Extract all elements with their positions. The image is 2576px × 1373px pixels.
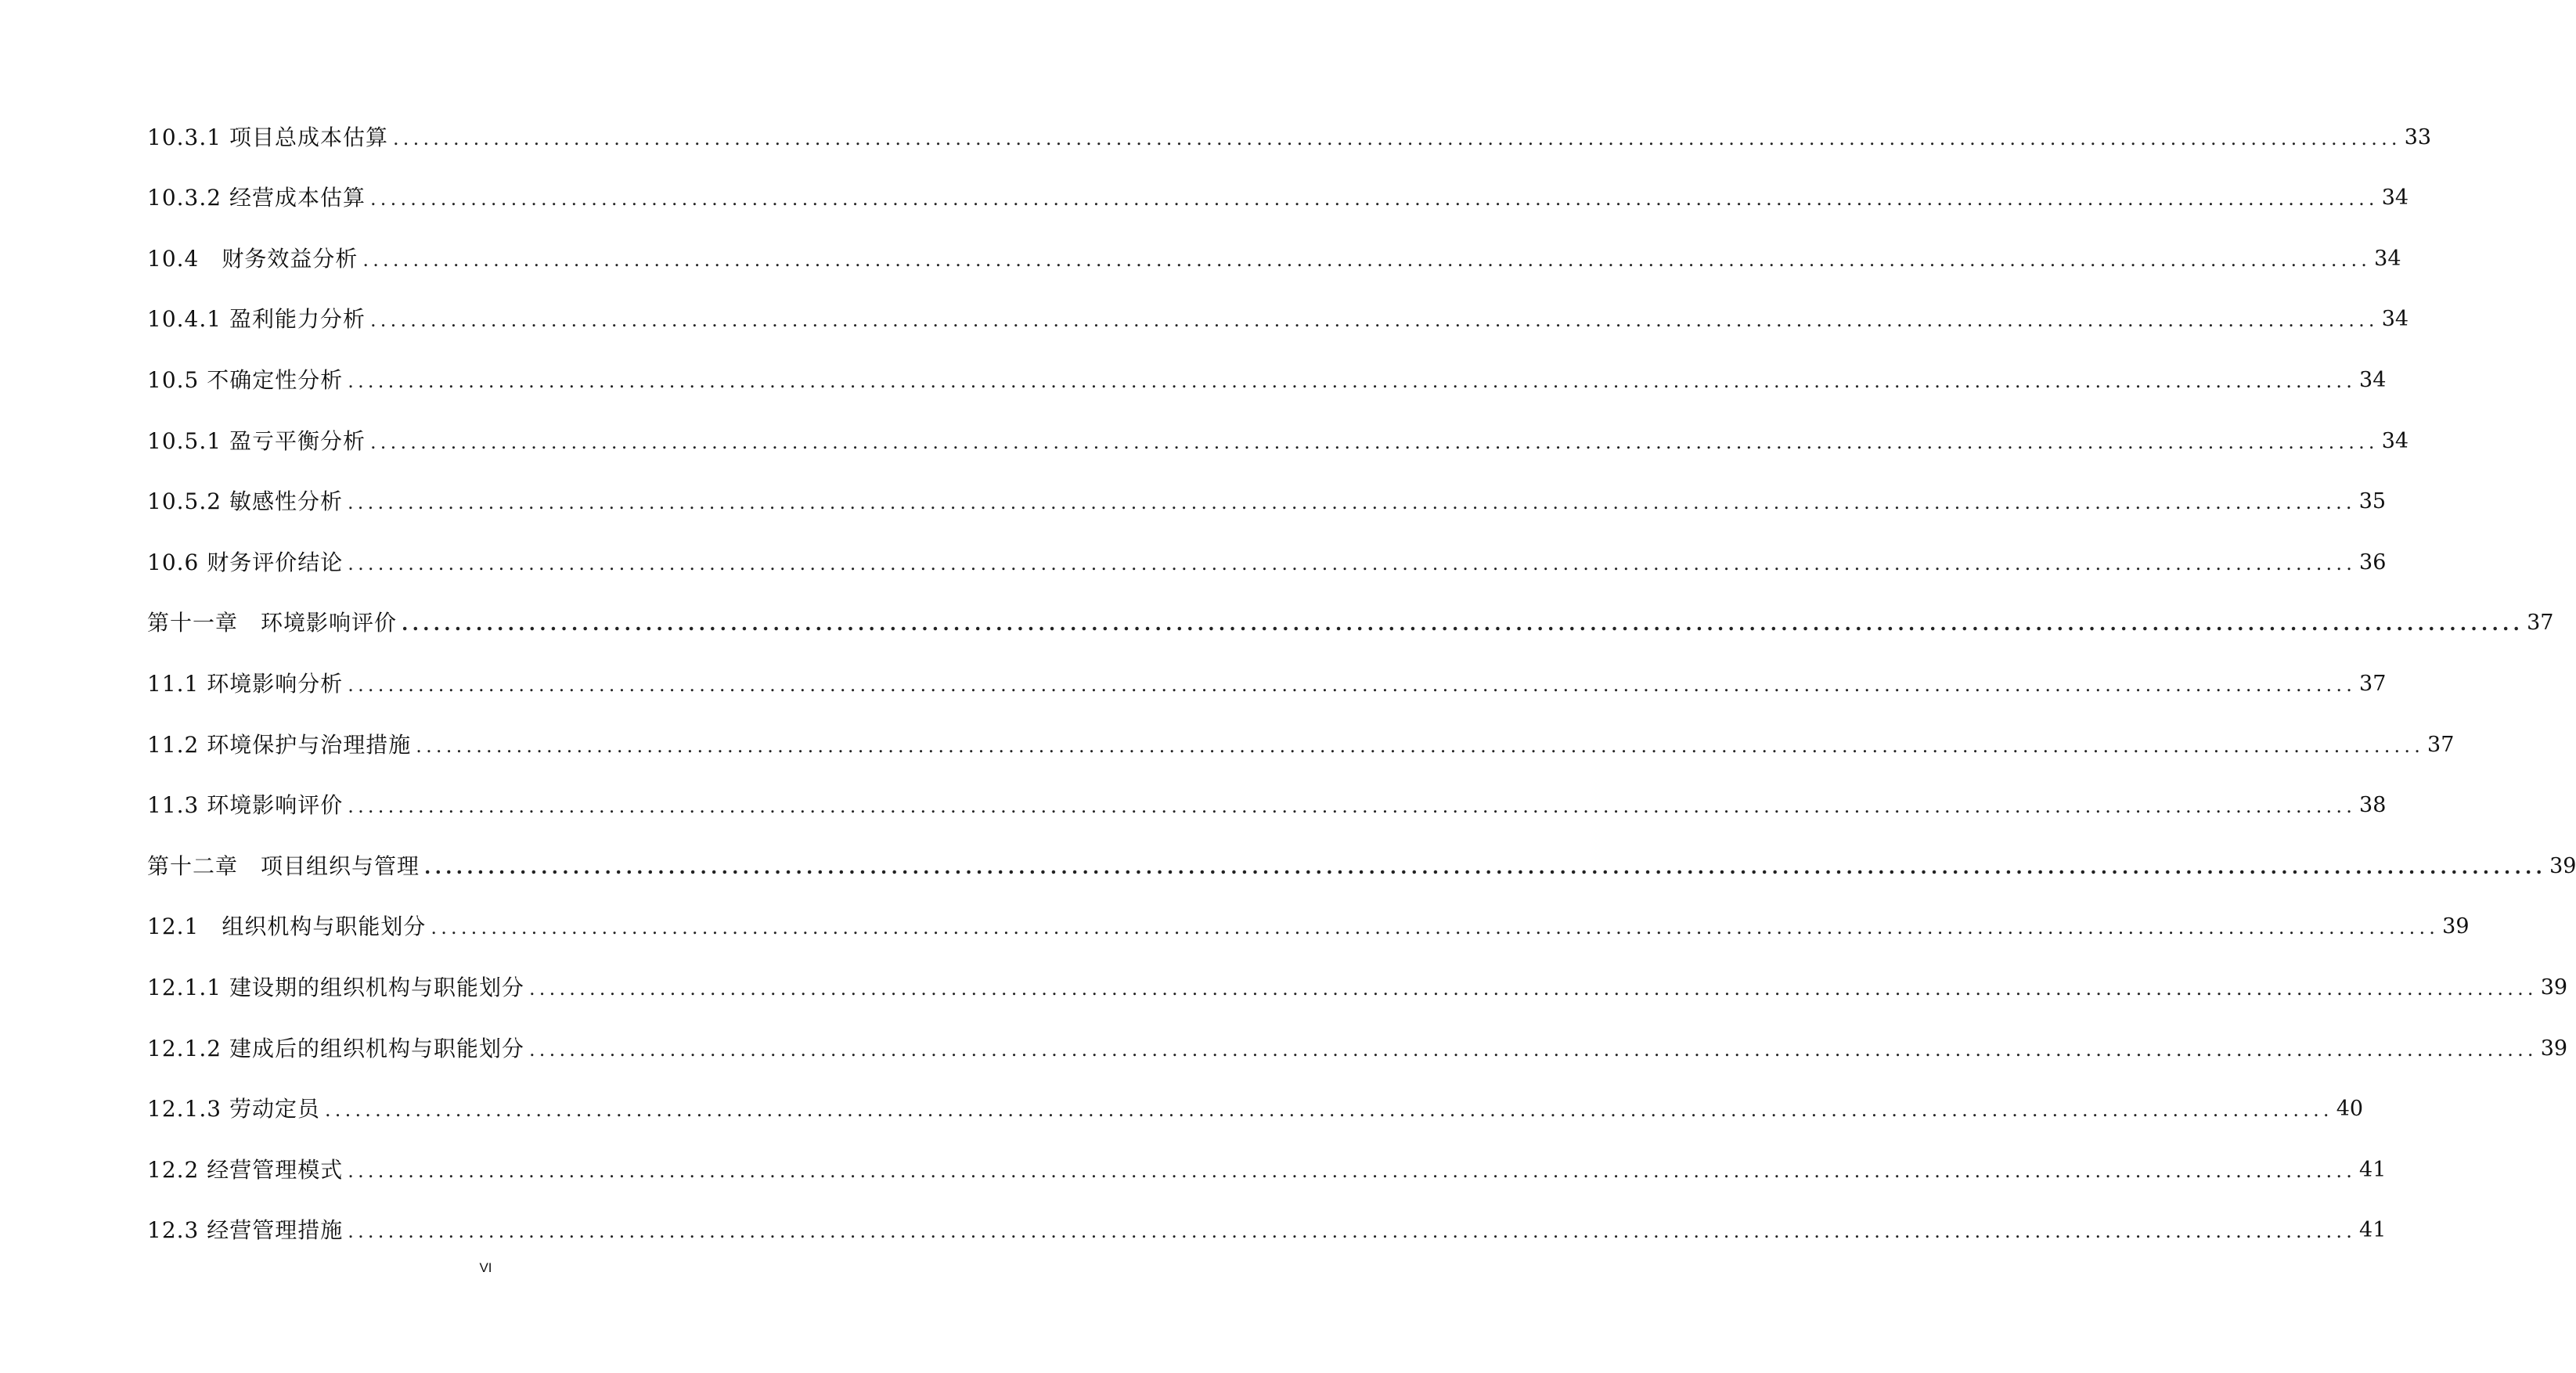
dot-leader: ........................................................................................................................................................................................................ [528, 1038, 2538, 1061]
toc-entry-title: 10.4 财务效益分析 [147, 245, 358, 272]
toc-entry-page: 34 [2359, 367, 2387, 392]
toc-entry[interactable] [147, 245, 2401, 308]
dot-leader: ........................................................................................................................................................................................................ [348, 1220, 2357, 1243]
toc-entry[interactable] [147, 124, 2432, 186]
toc-entry-title: 10.4.1 盈利能力分析 [147, 306, 366, 333]
toc-entry-title: 第十一章 环境影响评价 [147, 610, 398, 636]
toc-entry[interactable] [147, 366, 2387, 429]
toc-entry-title: 12.3 经营管理措施 [147, 1217, 344, 1244]
dot-leader: ........................................................................................................................................................................................................ [348, 369, 2357, 392]
toc-entry-title: 12.2 经营管理模式 [147, 1156, 344, 1183]
toc-entry-title: 12.1 组织机构与职能划分 [147, 914, 427, 940]
toc-chapter-entry[interactable] [147, 852, 2576, 915]
toc-entry-title: 11.2 环境保护与治理措施 [147, 731, 412, 758]
toc-entry-page: 40 [2336, 1097, 2364, 1122]
toc-entry[interactable] [147, 185, 2409, 247]
toc-entry[interactable] [147, 731, 2455, 794]
toc-entry-page: 34 [2374, 246, 2401, 271]
toc-entry-title: 第十二章 项目组织与管理 [147, 852, 420, 879]
toc-entry-page: 33 [2404, 124, 2432, 150]
toc-entry-title: 10.6 财务评价结论 [147, 549, 344, 575]
toc-entry-title: 10.5 不确定性分析 [147, 366, 344, 393]
toc-entry-page: 34 [2381, 186, 2409, 211]
table-of-contents [147, 124, 2576, 1279]
toc-entry-page: 39 [2540, 975, 2568, 1000]
toc-entry[interactable] [147, 670, 2387, 733]
toc-entry-title: 10.3.2 经营成本估算 [147, 185, 366, 211]
toc-entry[interactable] [147, 1035, 2568, 1097]
toc-entry-page: 39 [2540, 1036, 2568, 1061]
dot-leader: ........................................................................................................................................................................................................ [369, 431, 2379, 453]
toc-entry[interactable] [147, 974, 2568, 1036]
dot-leader: ........................................................................................................................................................................................................ [348, 673, 2357, 696]
dot-leader: ........................................................................................................................................................................................................ [369, 309, 2379, 332]
dot-leader: ........................................................................................................................................................................................................ [348, 795, 2357, 818]
toc-entry-title: 10.3.1 项目总成本估算 [147, 124, 388, 150]
dot-leader: ........................................................................................................................................................................................................ [402, 612, 2524, 636]
toc-entry-page: 36 [2359, 550, 2387, 575]
dot-leader: ........................................................................................................................................................................................................ [348, 1159, 2357, 1182]
toc-entry-title: 12.1.3 劳动定员 [147, 1096, 320, 1123]
toc-entry-page: 39 [2549, 853, 2576, 878]
toc-entry-page: 38 [2359, 793, 2387, 818]
toc-entry[interactable] [147, 488, 2387, 551]
toc-entry[interactable] [147, 306, 2409, 369]
toc-entry-page: 37 [2359, 671, 2387, 696]
toc-entry[interactable] [147, 427, 2409, 490]
toc-entry-title: 10.5.1 盈亏平衡分析 [147, 427, 366, 454]
toc-entry-page: 39 [2442, 914, 2470, 939]
toc-entry[interactable] [147, 792, 2387, 855]
toc-entry-title: 11.1 环境影响分析 [147, 670, 344, 697]
dot-leader: ........................................................................................................................................................................................................ [362, 248, 2372, 271]
toc-entry[interactable] [147, 1156, 2387, 1219]
toc-entry-page: 34 [2381, 307, 2409, 332]
dot-leader: ........................................................................................................................................................................................................ [369, 188, 2379, 211]
toc-entry[interactable] [147, 1096, 2364, 1159]
dot-leader: ........................................................................................................................................................................................................ [431, 917, 2440, 939]
dot-leader: ........................................................................................................................................................................................................ [392, 127, 2401, 150]
toc-entry[interactable] [147, 549, 2387, 611]
dot-leader: ........................................................................................................................................................................................................ [424, 855, 2547, 878]
dot-leader: ........................................................................................................................................................................................................ [528, 977, 2538, 1000]
toc-entry-page: 41 [2359, 1157, 2387, 1182]
toc-entry-title: 12.1.2 建成后的组织机构与职能划分 [147, 1035, 524, 1061]
dot-leader: ........................................................................................................................................................................................................ [416, 734, 2425, 757]
toc-entry-page: 34 [2381, 428, 2409, 453]
toc-entry-title: 10.5.2 敏感性分析 [147, 488, 343, 515]
toc-entry-page: 37 [2527, 611, 2554, 636]
toc-entry-page: 35 [2358, 489, 2387, 514]
page-number: VI [479, 1260, 492, 1275]
toc-entry-title: 12.1.1 建设期的组织机构与职能划分 [147, 974, 524, 1000]
dot-leader: ........................................................................................................................................................................................................ [347, 492, 2356, 514]
dot-leader: ........................................................................................................................................................................................................ [348, 552, 2357, 575]
toc-entry-title: 11.3 环境影响评价 [147, 792, 344, 819]
toc-entry-page: 37 [2427, 732, 2455, 757]
toc-chapter-entry[interactable] [147, 610, 2554, 672]
toc-entry[interactable] [147, 914, 2470, 976]
toc-entry-page: 41 [2359, 1218, 2387, 1243]
dot-leader: ........................................................................................................................................................................................................ [324, 1099, 2333, 1122]
